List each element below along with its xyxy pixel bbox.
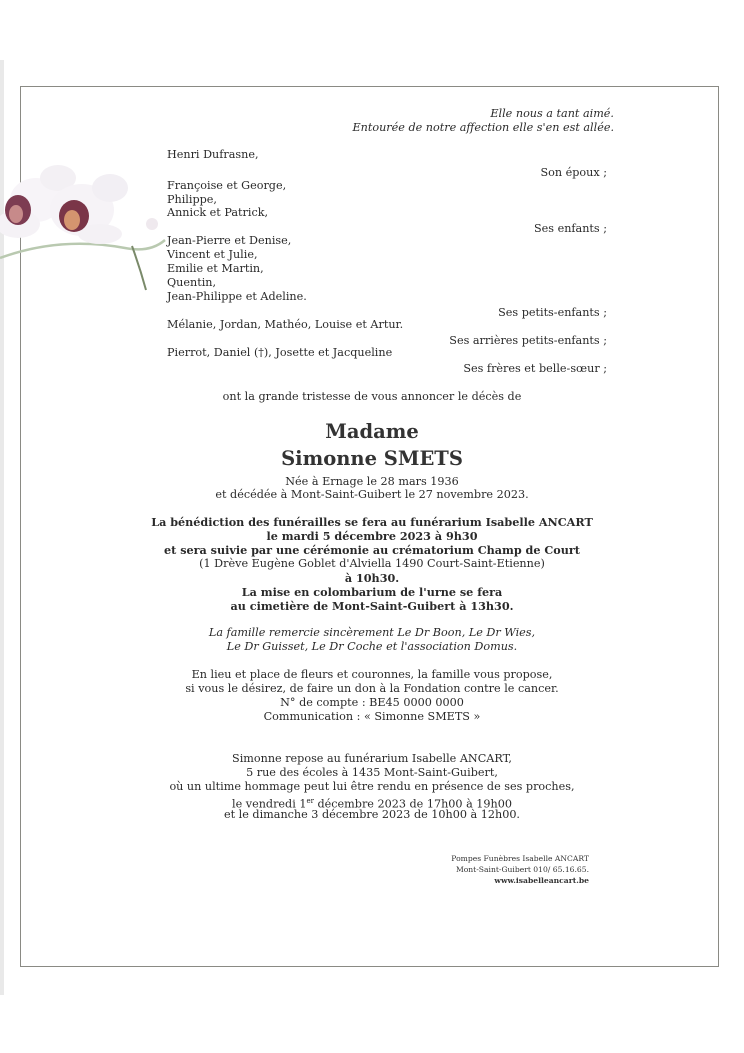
account-number: N° de compte : BE45 0000 0000 bbox=[280, 696, 464, 709]
visitation-sunday: et le dimanche 3 décembre 2023 de 10h00 à 12h00. bbox=[224, 808, 520, 821]
epigraph-line: Elle nous a tant aimé. bbox=[490, 107, 614, 120]
spouse-name: Henri Dufrasne, bbox=[167, 148, 259, 161]
child-name: Philippe, bbox=[167, 193, 217, 206]
thanks-line: Le Dr Guisset, Le Dr Coche et l'association Domus. bbox=[226, 640, 518, 653]
thanks-line: La famille remercie sincèrement Le Dr Boon, Le Dr Wies, bbox=[208, 626, 536, 639]
grandchild-name: Jean-Pierre et Denise, bbox=[167, 234, 292, 247]
announcement-text: ont la grande tristesse de vous annoncer le décès de bbox=[222, 390, 522, 403]
donation-line: si vous le désirez, de faire un don à la Fondation contre le cancer. bbox=[185, 682, 559, 695]
grandchildren-role: Ses petits-enfants ; bbox=[498, 306, 607, 319]
visitation-line: 5 rue des écoles à 1435 Mont-Saint-Guibert, bbox=[246, 766, 498, 779]
funeral-line: à 10h30. bbox=[344, 571, 400, 585]
spouse-role: Son époux ; bbox=[540, 166, 607, 179]
birth-info: Née à Ernage le 28 mars 1936 bbox=[285, 475, 459, 488]
footer-website: www.isabelleancart.be bbox=[494, 876, 589, 885]
crematorium-address: (1 Drève Eugène Goblet d'Alviella 1490 Court-Saint-Etienne) bbox=[199, 557, 545, 570]
child-name: Annick et Patrick, bbox=[167, 206, 269, 219]
child-name: Françoise et George, bbox=[167, 179, 287, 192]
grandchild-name: Jean-Philippe et Adeline. bbox=[167, 290, 307, 303]
footer-phone: Mont-Saint-Guibert 010/ 65.16.65. bbox=[455, 865, 589, 874]
children-role: Ses enfants ; bbox=[534, 222, 607, 235]
visitation-line: Simonne repose au funérarium Isabelle ANCART, bbox=[232, 752, 512, 765]
donation-communication: Communication : « Simonne SMETS » bbox=[263, 710, 481, 723]
grandchild-name: Quentin, bbox=[167, 276, 217, 289]
siblings-role: Ses frères et belle-sœur ; bbox=[463, 362, 607, 375]
visitation-line: où un ultime hommage peut lui être rendu en présence de ses proches, bbox=[169, 780, 575, 793]
grandchild-name: Vincent et Julie, bbox=[167, 248, 258, 261]
death-info: et décédée à Mont-Saint-Guibert le 27 novembre 2023. bbox=[215, 488, 529, 501]
funeral-line: et sera suivie par une cérémonie au crématorium Champ de Court bbox=[164, 543, 580, 557]
ordinal-suffix: er bbox=[306, 797, 314, 805]
funeral-line: La bénédiction des funérailles se fera au funérarium Isabelle ANCART bbox=[151, 515, 593, 529]
footer-company: Pompes Funèbres Isabelle ANCART bbox=[451, 854, 589, 863]
funeral-line: La mise en colombarium de l'urne se fera bbox=[241, 585, 503, 599]
grandchild-name: Emilie et Martin, bbox=[167, 262, 264, 275]
siblings-names: Pierrot, Daniel (†), Josette et Jacqueline bbox=[167, 346, 393, 359]
great-grandchildren-role: Ses arrières petits-enfants ; bbox=[449, 334, 607, 347]
friday-text: le vendredi 1 bbox=[232, 797, 307, 811]
donation-line: En lieu et place de fleurs et couronnes, la famille vous propose, bbox=[191, 668, 553, 681]
deceased-name: Simonne SMETS bbox=[281, 447, 463, 470]
funeral-line: le mardi 5 décembre 2023 à 9h30 bbox=[266, 529, 478, 543]
orchid-flower-image bbox=[0, 158, 170, 298]
great-grandchildren-names: Mélanie, Jordan, Mathéo, Louise et Artur. bbox=[167, 318, 404, 331]
funeral-line: au cimetière de Mont-Saint-Guibert à 13h30. bbox=[230, 599, 514, 613]
friday-time: décembre 2023 de 17h00 à 19h00 bbox=[313, 797, 512, 811]
epigraph-line: Entourée de notre affection elle s'en est allée. bbox=[352, 121, 614, 134]
deceased-title: Madame bbox=[325, 420, 419, 443]
